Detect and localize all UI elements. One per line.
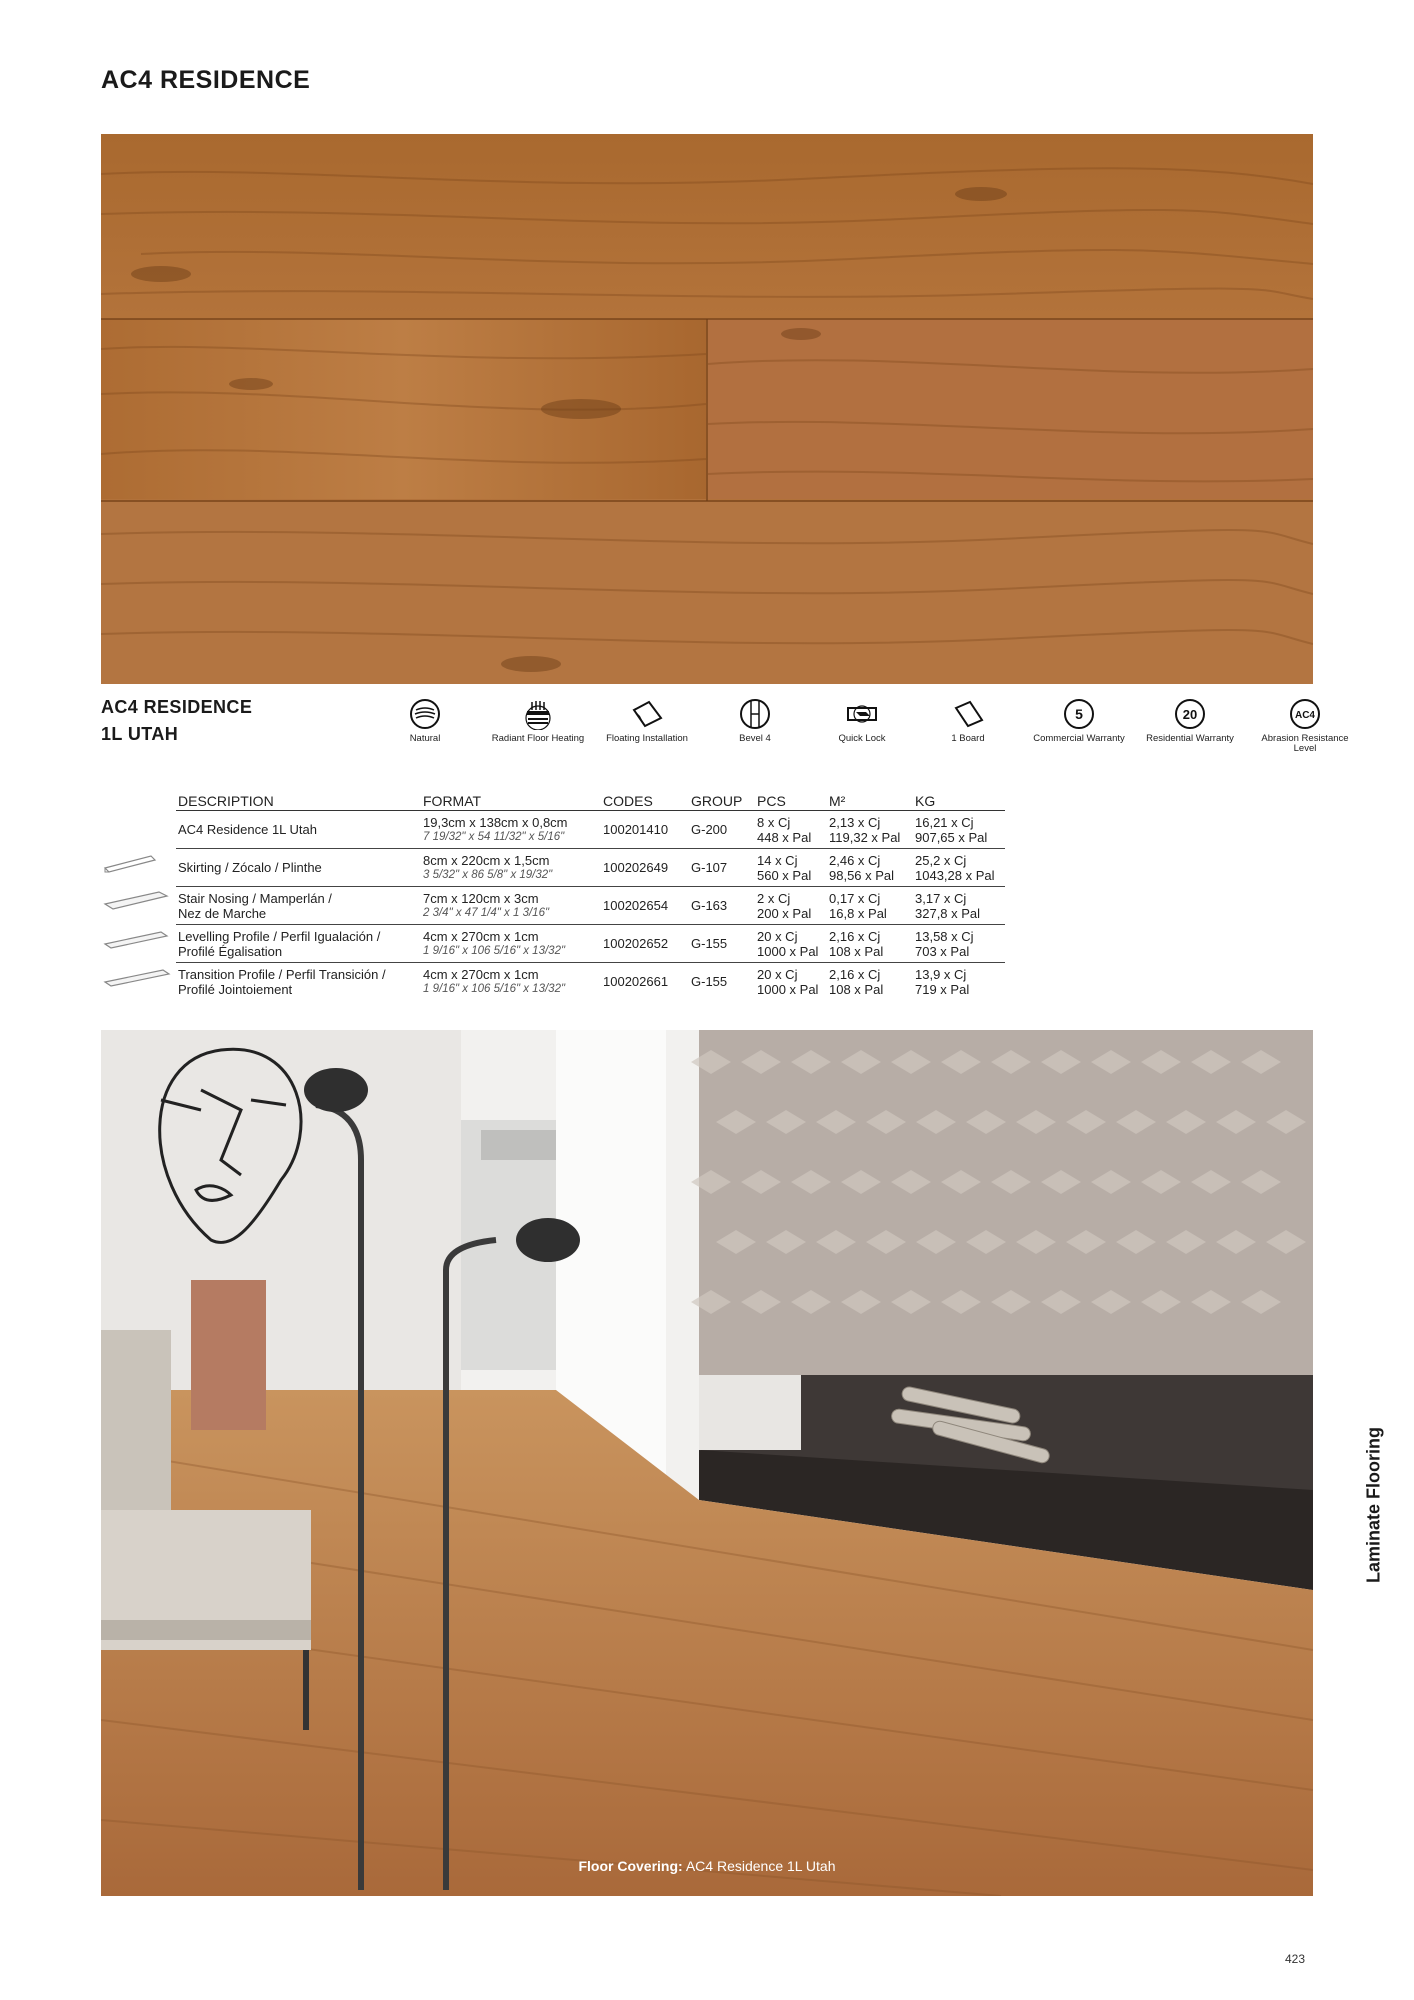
cell-m2: 2,46 x Cj 98,56 x Pal bbox=[827, 849, 913, 887]
table-header bbox=[176, 792, 1005, 811]
feature-quick-lock: Quick Lock bbox=[807, 698, 917, 744]
stair-nosing-profile-icon bbox=[101, 888, 171, 914]
wood-texture-image bbox=[101, 134, 1313, 684]
cell-m2: 2,16 x Cj 108 x Pal bbox=[829, 966, 884, 997]
table-row bbox=[176, 811, 1005, 849]
header-codes: CODES bbox=[601, 792, 689, 811]
cell-format: 4cm x 270cm x 1cm 1 9/16" x 106 5/16" x 13/32" bbox=[421, 925, 601, 963]
product-name bbox=[101, 694, 252, 748]
cell-pcs: 8 x Cj 448 x Pal bbox=[755, 811, 827, 849]
spec-table bbox=[176, 792, 1005, 1000]
levelling-profile-icon bbox=[101, 927, 171, 953]
table-row bbox=[176, 963, 1005, 1001]
feature-radiant-floor-heating: Radiant Floor Heating bbox=[483, 698, 593, 744]
cell-pcs: 14 x Cj 560 x Pal bbox=[755, 849, 827, 887]
commercial-warranty-badge: 5 bbox=[1075, 706, 1083, 722]
cell-code: 100202654 bbox=[601, 887, 689, 925]
product-name-line2: 1L UTAH bbox=[101, 724, 179, 744]
cell-description: Skirting / Zócalo / Plinthe bbox=[176, 849, 421, 887]
abrasion-badge: AC4 bbox=[1294, 710, 1316, 721]
feature-commercial-warranty: 5 Commercial Warranty bbox=[1024, 698, 1134, 744]
cell-description: Transition Profile / Perfil Transición / Profilé Jointoiement bbox=[178, 966, 386, 997]
header-description: DESCRIPTION bbox=[176, 792, 421, 811]
residential-warranty-badge: 20 bbox=[1182, 707, 1198, 722]
header-m2: M² bbox=[827, 792, 913, 811]
cell-group: G-155 bbox=[689, 925, 755, 963]
cell-m2: 2,16 x Cj 108 x Pal bbox=[827, 925, 913, 963]
feature-bevel-4: Bevel 4 bbox=[700, 698, 810, 744]
natural-icon bbox=[409, 698, 441, 730]
bevel-4-icon bbox=[739, 698, 771, 730]
cell-description: Stair Nosing / Mamperlán / Nez de Marche bbox=[176, 887, 421, 925]
feature-abrasion-resistance: AC4 Abrasion Resistance Level bbox=[1250, 698, 1360, 754]
header-pcs: PCS bbox=[755, 792, 827, 811]
cell-kg: 16,21 x Cj 907,65 x Pal bbox=[913, 811, 1005, 849]
table-row bbox=[176, 887, 1005, 925]
quick-lock-icon bbox=[846, 698, 878, 730]
cell-code: 100202661 bbox=[603, 974, 669, 989]
cell-kg: 13,58 x Cj 703 x Pal bbox=[913, 925, 1005, 963]
floating-installation-icon bbox=[631, 698, 663, 730]
table-row bbox=[176, 849, 1005, 887]
feature-icons bbox=[395, 698, 1349, 768]
abrasion-resistance-icon bbox=[1289, 698, 1321, 730]
product-name-line1: AC4 RESIDENCE bbox=[101, 697, 253, 717]
transition-profile-icon bbox=[101, 965, 171, 991]
cell-code: 100202652 bbox=[601, 925, 689, 963]
cell-format: 4cm x 270cm x 1cm 1 9/16" x 106 5/16" x 13/32" bbox=[423, 966, 566, 995]
caption-label: Floor Covering: bbox=[578, 1858, 683, 1874]
radiant-floor-heating-icon bbox=[522, 698, 554, 730]
commercial-warranty-icon bbox=[1063, 698, 1095, 730]
cell-group: G-163 bbox=[689, 887, 755, 925]
cell-m2: 0,17 x Cj 16,8 x Pal bbox=[827, 887, 913, 925]
residential-warranty-icon bbox=[1174, 698, 1206, 730]
cell-kg: 25,2 x Cj 1043,28 x Pal bbox=[913, 849, 1005, 887]
section-side-label: Laminate Flooring bbox=[1363, 1426, 1384, 1584]
1-board-icon bbox=[952, 698, 984, 730]
cell-pcs: 20 x Cj 1000 x Pal bbox=[755, 925, 827, 963]
cell-format: 8cm x 220cm x 1,5cm 3 5/32" x 86 5/8" x 19/32" bbox=[421, 849, 601, 887]
room-scene-image bbox=[101, 1030, 1313, 1896]
skirting-profile-icon bbox=[101, 850, 161, 876]
cell-code: 100202649 bbox=[601, 849, 689, 887]
header-group: GROUP bbox=[689, 792, 755, 811]
cell-group: G-107 bbox=[689, 849, 755, 887]
cell-format: 7cm x 120cm x 3cm 2 3/4" x 47 1/4" x 1 3/16" bbox=[421, 887, 601, 925]
feature-floating-installation: Floating Installation bbox=[592, 698, 702, 744]
feature-1-board: 1 Board bbox=[913, 698, 1023, 744]
cell-description: Levelling Profile / Perfil Igualación / Profilé Égalisation bbox=[176, 925, 421, 963]
header-format: FORMAT bbox=[421, 792, 601, 811]
cell-code: 100201410 bbox=[601, 811, 689, 849]
cell-group: G-155 bbox=[691, 974, 728, 989]
cell-kg: 13,9 x Cj 719 x Pal bbox=[915, 966, 970, 997]
image-caption bbox=[0, 1858, 1414, 1874]
feature-residential-warranty: 20 Residential Warranty bbox=[1135, 698, 1245, 744]
cell-pcs: 2 x Cj 200 x Pal bbox=[755, 887, 827, 925]
cell-description: AC4 Residence 1L Utah bbox=[176, 811, 421, 849]
cell-pcs: 20 x Cj 1000 x Pal bbox=[757, 966, 819, 997]
cell-kg: 3,17 x Cj 327,8 x Pal bbox=[913, 887, 1005, 925]
page-number: 423 bbox=[1285, 1952, 1306, 1966]
caption-value: AC4 Residence 1L Utah bbox=[685, 1858, 836, 1874]
header-kg: KG bbox=[913, 792, 1005, 811]
page-title: AC4 RESIDENCE bbox=[101, 66, 311, 94]
feature-natural: Natural bbox=[370, 698, 480, 744]
cell-m2: 2,13 x Cj 119,32 x Pal bbox=[827, 811, 913, 849]
table-row bbox=[176, 925, 1005, 963]
cell-format: 19,3cm x 138cm x 0,8cm 7 19/32" x 54 11/32" x 5/16" bbox=[421, 811, 601, 849]
cell-group: G-200 bbox=[689, 811, 755, 849]
